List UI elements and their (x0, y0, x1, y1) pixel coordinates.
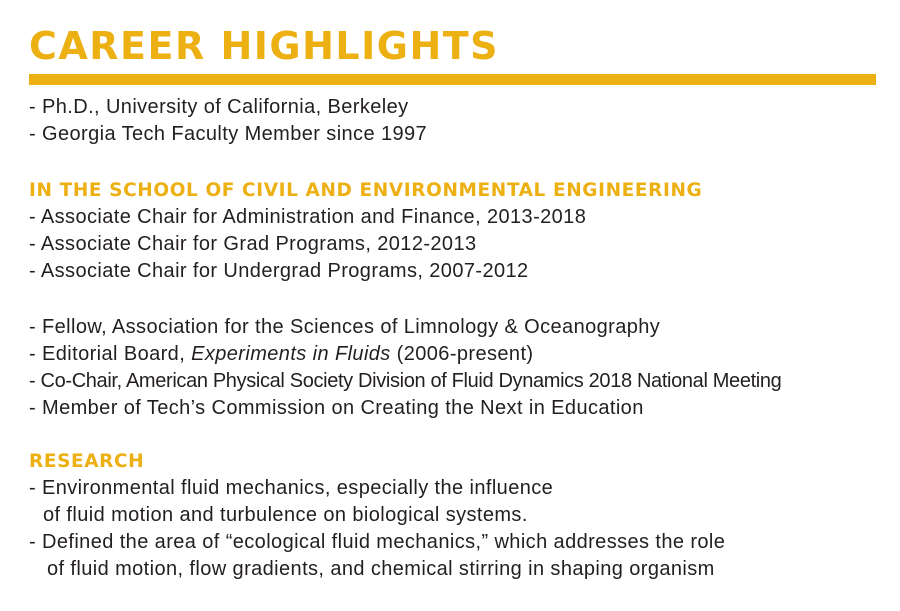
list-item: - Georgia Tech Faculty Member since 1997 (29, 123, 428, 145)
editorial-prefix: - Editorial Board, (29, 343, 192, 365)
journal-title: Experiments in Fluids (191, 343, 391, 365)
list-item: - Member of Tech’s Commission on Creating the Next in Education (29, 397, 644, 419)
school-section (29, 177, 894, 285)
title-divider (29, 74, 876, 85)
list-item: - Defined the area of “ecological fluid mechanics,” which addresses the role (29, 531, 726, 553)
list-item-continuation: of fluid motion, flow gradients, and chemical stirring in shaping organism (47, 558, 715, 580)
page-title: CAREER HIGHLIGHTS (29, 24, 500, 68)
list-item: - Associate Chair for Administration and Finance, 2013-2018 (29, 206, 587, 228)
service-section (29, 314, 894, 422)
spacer (29, 422, 894, 448)
list-item: - Environmental fluid mechanics, especially the influence (29, 477, 554, 499)
spacer (29, 148, 894, 177)
list-item: - Co-Chair, American Physical Society Division of Fluid Dynamics 2018 National Meeting (29, 370, 782, 392)
editorial-suffix: (2006-present) (390, 343, 534, 365)
list-item: - Associate Chair for Undergrad Programs, 2007-2012 (29, 260, 529, 282)
list-item-continuation: of fluid motion and turbulence on biological systems. (43, 504, 528, 526)
list-item: - Associate Chair for Grad Programs, 2012-2013 (29, 233, 477, 255)
intro-section (29, 94, 894, 148)
list-item: - Fellow, Association for the Sciences of Limnology & Oceanography (29, 316, 661, 338)
content (29, 94, 894, 583)
section-heading: IN THE SCHOOL OF CIVIL AND ENVIRONMENTAL ENGINEERING (29, 180, 703, 201)
spacer (29, 285, 894, 314)
list-item: - Ph.D., University of California, Berkeley (29, 96, 409, 118)
list-item-editorial (29, 341, 894, 368)
section-heading: RESEARCH (29, 451, 145, 472)
research-section (29, 448, 894, 583)
